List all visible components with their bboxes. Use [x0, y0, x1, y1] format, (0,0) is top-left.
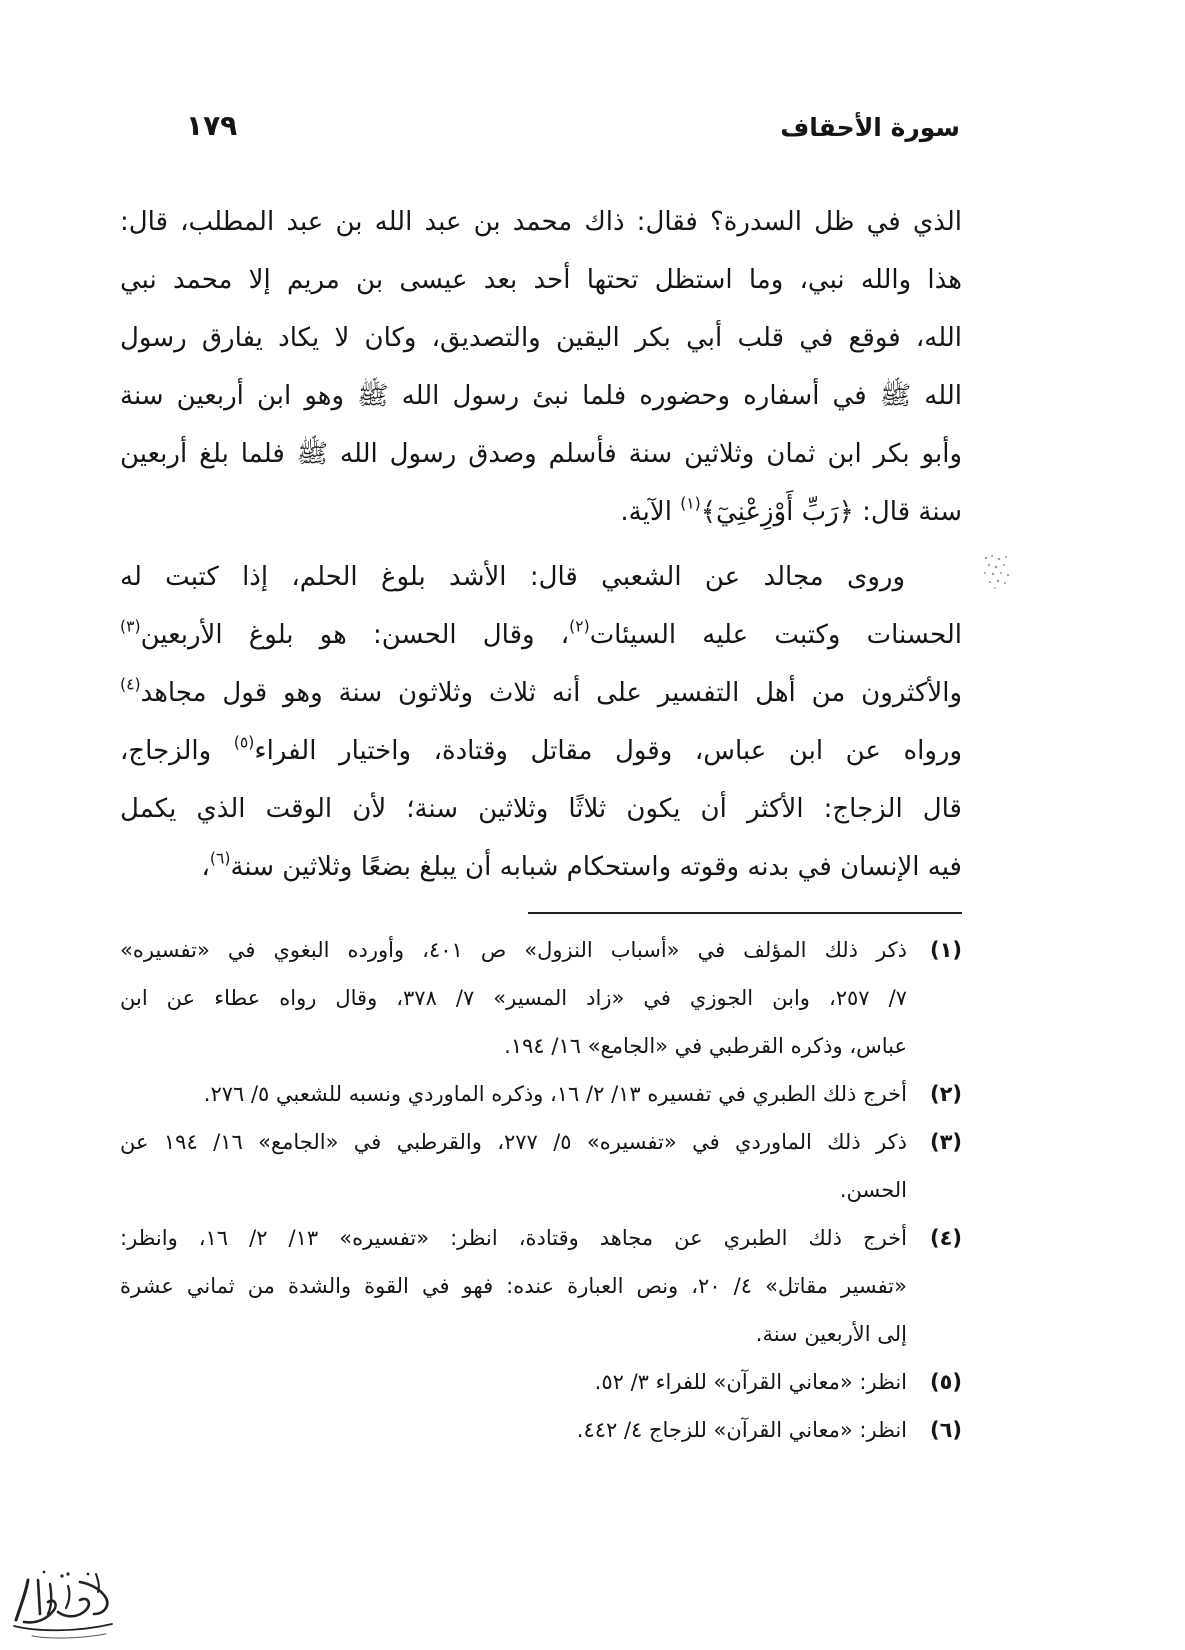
footnote [120, 1358, 962, 1406]
paragraph [120, 548, 962, 896]
footnote-line: انظر: «معاني القرآن» للزجاج ٤/ ٤٤٢. [576, 1418, 907, 1442]
text-run: سنة قال: ﴿رَبِّ أَوْزِعْنِيٓ﴾ [700, 497, 962, 527]
text-line [120, 838, 962, 896]
footnote-marker: (٥) [929, 1370, 962, 1394]
publisher-logo [8, 1562, 116, 1644]
footnote-text [120, 1118, 907, 1214]
footnote-text [120, 1070, 907, 1118]
text-run: الذي في ظل السدرة؟ فقال: ذاك محمد بن عبد الله بن عبد المطلب، قال: [120, 207, 962, 237]
footnote-text [120, 1214, 907, 1358]
footnote-ref: (١) [680, 494, 701, 513]
text-run: الحسنات وكتبت عليه السيئات [589, 620, 962, 650]
text-run: الله ﷺ في أسفاره وحضوره فلما نبئ رسول الله ﷺ وهو ابن أربعين سنة [120, 381, 962, 411]
footnote [120, 926, 962, 1070]
text-line [120, 664, 962, 722]
text-line [120, 367, 962, 425]
text-line [120, 606, 962, 664]
footnote-line: عباس، وذكره القرطبي في «الجامع» ١٦/ ١٩٤. [504, 1034, 907, 1058]
footnote [120, 1406, 962, 1454]
body-text [120, 193, 962, 896]
text-run: وأبو بكر ابن ثمان وثلاثين سنة فأسلم وصدق رسول الله ﷺ فلما بلغ أربعين [120, 439, 962, 469]
footnote-line: أخرج ذلك الطبري عن مجاهد وقتادة، انظر: «تفسيره» ١٣/ ٢/ ١٦، وانظر: [120, 1226, 907, 1250]
footnote-line: ذكر ذلك الماوردي في «تفسيره» ٥/ ٢٧٧، والقرطبي في «الجامع» ١٦/ ١٩٤ عن [120, 1130, 907, 1154]
footnote-line: إلى الأربعين سنة. [755, 1322, 907, 1346]
footnotes [120, 926, 962, 1454]
text-line [120, 193, 962, 251]
margin-mark [980, 552, 1014, 592]
footnote-line: «تفسير مقاتل» ٤/ ٢٠، ونص العبارة عنده: فهو في القوة والشدة من ثماني عشرة [120, 1274, 907, 1298]
footnote-text [120, 926, 907, 1070]
text-line [120, 251, 962, 309]
text-run: فيه الإنسان في بدنه وقوته واستحكام شبابه أن يبلغ بضعًا وثلاثين سنة [230, 852, 962, 882]
footnote-text [120, 1406, 907, 1454]
footnote-ref: (٥) [233, 733, 255, 752]
surah-title: سورة الأحقاف [780, 113, 960, 142]
text-run: ، [201, 852, 210, 882]
text-run: ، وقال الحسن: هو بلوغ الأربعين [140, 620, 570, 650]
footnote [120, 1070, 962, 1118]
footnote-line: الحسن. [839, 1178, 907, 1202]
footnote-ref: (٢) [569, 617, 590, 636]
footnote-ref: (٣) [120, 617, 141, 636]
text-run: قال الزجاج: الأكثر أن يكون ثلاثًا وثلاثين سنة؛ لأن الوقت الذي يكمل [120, 794, 962, 824]
footnote-marker: (٣) [929, 1130, 962, 1154]
footnote-line: أخرج ذلك الطبري في تفسيره ١٣/ ٢/ ١٦، وذكره الماوردي ونسبه للشعبي ٥/ ٢٧٦. [203, 1082, 907, 1106]
text-line [120, 780, 962, 838]
text-run: هذا والله نبي، وما استظل تحتها أحد بعد عيسى بن مريم إلا محمد نبي [120, 265, 962, 295]
text-line [120, 425, 962, 483]
text-line [120, 483, 962, 541]
text-run: وروى مجالد عن الشعبي قال: الأشد بلوغ الحلم، إذا كتبت له [120, 562, 905, 592]
footnote-text [120, 1358, 907, 1406]
text-run: ورواه عن ابن عباس، وقول مقاتل وقتادة، واختيار الفراء [254, 736, 962, 766]
text-line [120, 548, 962, 606]
text-line [120, 722, 962, 780]
text-run: الآية. [620, 497, 681, 527]
text-run: والأكثرون من أهل التفسير على أنه ثلاث وثلاثون سنة وهو قول مجاهد [140, 678, 962, 708]
text-run: والزجاج، [120, 736, 234, 766]
text-line [120, 309, 962, 367]
page-number: ١٧٩ [186, 109, 238, 142]
footnote-line: ٧/ ٢٥٧، وابن الجوزي في «زاد المسير» ٧/ ٣٧٨، وقال رواه عطاء عن ابن [120, 986, 907, 1010]
footnote-marker: (٤) [929, 1226, 962, 1250]
footnote-marker: (١) [929, 938, 962, 962]
footnote-ref: (٤) [120, 675, 141, 694]
footnote [120, 1214, 962, 1358]
footnote [120, 1118, 962, 1214]
paragraph [120, 193, 962, 541]
footnote-marker: (٢) [929, 1082, 962, 1106]
footnote-ref: (٦) [209, 849, 231, 868]
text-run: الله، فوقع في قلب أبي بكر اليقين والتصديق، وكان لا يكاد يفارق رسول [120, 323, 962, 353]
footnote-marker: (٦) [929, 1418, 962, 1442]
footnote-separator [528, 912, 962, 914]
footnote-line: ذكر ذلك المؤلف في «أسباب النزول» ص ٤٠١، وأورده البغوي في «تفسيره» [120, 938, 907, 962]
footnote-line: انظر: «معاني القرآن» للفراء ٣/ ٥٢. [594, 1370, 907, 1394]
